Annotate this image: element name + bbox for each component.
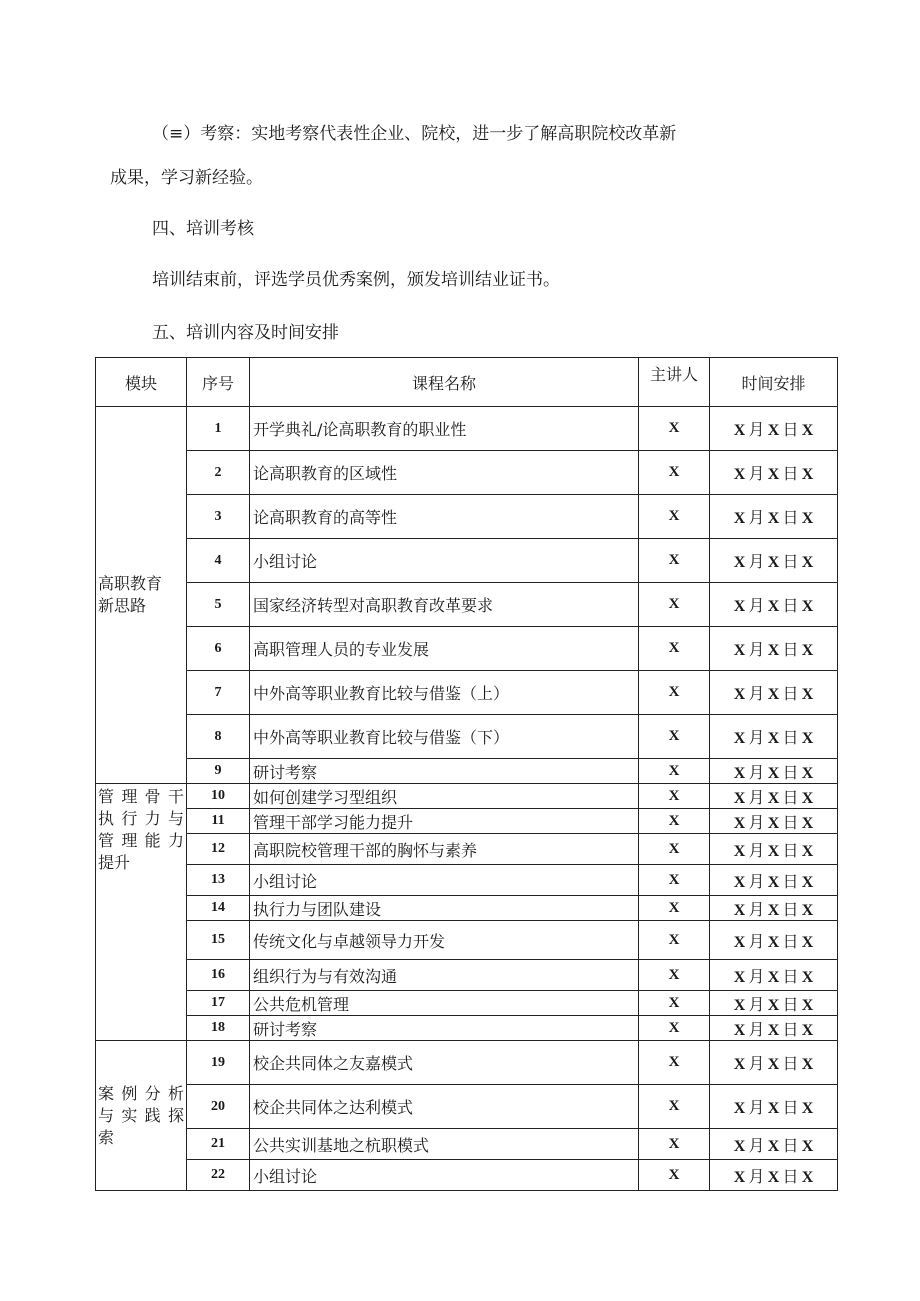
course-cell: 小组讨论 bbox=[250, 865, 639, 896]
time-cell: X 月 X 日 X bbox=[710, 759, 838, 784]
table-row bbox=[96, 834, 838, 865]
table-row bbox=[96, 451, 838, 495]
course-cell: 高职管理人员的专业发展 bbox=[250, 627, 639, 671]
time-cell: X 月 X 日 X bbox=[710, 809, 838, 834]
speaker-cell: X bbox=[639, 921, 710, 960]
table-row bbox=[96, 759, 838, 784]
course-cell: 组织行为与有效沟通 bbox=[250, 960, 639, 991]
header-speaker: 主讲人 bbox=[639, 358, 710, 407]
seq-cell: 11 bbox=[187, 809, 250, 834]
module-line: 管理能力 bbox=[98, 831, 184, 850]
table-row bbox=[96, 495, 838, 539]
table-row bbox=[96, 865, 838, 896]
course-cell: 开学典礼/论高职教育的职业性 bbox=[250, 407, 639, 451]
speaker-cell: X bbox=[639, 759, 710, 784]
course-cell: 公共实训基地之杭职模式 bbox=[250, 1129, 639, 1160]
speaker-cell: X bbox=[639, 1085, 710, 1129]
header-course: 课程名称 bbox=[250, 358, 639, 407]
table-row bbox=[96, 715, 838, 759]
speaker-cell: X bbox=[639, 834, 710, 865]
table-row bbox=[96, 921, 838, 960]
time-cell: X 月 X 日 X bbox=[710, 784, 838, 809]
seq-cell: 18 bbox=[187, 1016, 250, 1041]
course-cell: 管理干部学习能力提升 bbox=[250, 809, 639, 834]
seq-cell: 4 bbox=[187, 539, 250, 583]
module-line: 与实践探 bbox=[98, 1105, 184, 1125]
time-cell: X 月 X 日 X bbox=[710, 1016, 838, 1041]
course-cell: 研讨考察 bbox=[250, 1016, 639, 1041]
module-line: 索 bbox=[98, 1127, 115, 1147]
speaker-cell: X bbox=[639, 960, 710, 991]
seq-cell: 19 bbox=[187, 1041, 250, 1085]
module-line: 高职教育 bbox=[98, 574, 163, 593]
course-cell: 公共危机管理 bbox=[250, 991, 639, 1016]
course-cell: 如何创建学习型组织 bbox=[250, 784, 639, 809]
speaker-cell: X bbox=[639, 583, 710, 627]
table-row bbox=[96, 1041, 838, 1085]
speaker-cell: X bbox=[639, 407, 710, 451]
module-line: 案例分析 bbox=[98, 1083, 184, 1103]
section-heading-assessment: 四、培训考核 bbox=[152, 219, 254, 239]
header-time: 时间安排 bbox=[710, 358, 838, 407]
speaker-cell: X bbox=[639, 784, 710, 809]
seq-cell: 3 bbox=[187, 495, 250, 539]
time-cell: X 月 X 日 X bbox=[710, 715, 838, 759]
time-cell: X 月 X 日 X bbox=[710, 896, 838, 921]
paragraph-assessment: 培训结束前，评选学员优秀案例，颁发培训结业证书。 bbox=[152, 270, 560, 290]
table-row bbox=[96, 1085, 838, 1129]
table-row bbox=[96, 1160, 838, 1191]
table-row bbox=[96, 1129, 838, 1160]
module-cell bbox=[96, 407, 187, 784]
paragraph-line: （≡）考察：实地考察代表性企业、院校，进一步了解高职院校改革新 bbox=[152, 124, 677, 144]
table-row bbox=[96, 1016, 838, 1041]
time-cell: X 月 X 日 X bbox=[710, 627, 838, 671]
course-cell: 小组讨论 bbox=[250, 539, 639, 583]
seq-cell: 13 bbox=[187, 865, 250, 896]
time-cell: X 月 X 日 X bbox=[710, 921, 838, 960]
seq-cell: 2 bbox=[187, 451, 250, 495]
time-cell: X 月 X 日 X bbox=[710, 1129, 838, 1160]
speaker-cell: X bbox=[639, 1129, 710, 1160]
time-cell: X 月 X 日 X bbox=[710, 671, 838, 715]
course-cell: 国家经济转型对高职教育改革要求 bbox=[250, 583, 639, 627]
header-module: 模块 bbox=[96, 358, 187, 407]
course-cell: 执行力与团队建设 bbox=[250, 896, 639, 921]
speaker-cell: X bbox=[639, 1016, 710, 1041]
seq-cell: 14 bbox=[187, 896, 250, 921]
module-cell bbox=[96, 784, 187, 1041]
time-cell: X 月 X 日 X bbox=[710, 583, 838, 627]
speaker-cell: X bbox=[639, 451, 710, 495]
seq-cell: 5 bbox=[187, 583, 250, 627]
table-row bbox=[96, 896, 838, 921]
speaker-cell: X bbox=[639, 1160, 710, 1191]
table-row bbox=[96, 784, 838, 809]
time-cell: X 月 X 日 X bbox=[710, 407, 838, 451]
speaker-cell: X bbox=[639, 809, 710, 834]
table-row bbox=[96, 627, 838, 671]
speaker-cell: X bbox=[639, 991, 710, 1016]
course-cell: 中外高等职业教育比较与借鉴（下） bbox=[250, 715, 639, 759]
table-row bbox=[96, 991, 838, 1016]
time-cell: X 月 X 日 X bbox=[710, 991, 838, 1016]
module-line: 新思路 bbox=[98, 596, 147, 615]
time-cell: X 月 X 日 X bbox=[710, 865, 838, 896]
header-seq: 序号 bbox=[187, 358, 250, 407]
time-cell: X 月 X 日 X bbox=[710, 960, 838, 991]
seq-cell: 21 bbox=[187, 1129, 250, 1160]
seq-cell: 9 bbox=[187, 759, 250, 784]
table-row bbox=[96, 583, 838, 627]
table-row bbox=[96, 539, 838, 583]
seq-cell: 8 bbox=[187, 715, 250, 759]
speaker-cell: X bbox=[639, 1041, 710, 1085]
course-cell: 小组讨论 bbox=[250, 1160, 639, 1191]
speaker-cell: X bbox=[639, 715, 710, 759]
course-cell: 校企共同体之达利模式 bbox=[250, 1085, 639, 1129]
seq-cell: 12 bbox=[187, 834, 250, 865]
seq-cell: 7 bbox=[187, 671, 250, 715]
table-row bbox=[96, 671, 838, 715]
time-cell: X 月 X 日 X bbox=[710, 495, 838, 539]
time-cell: X 月 X 日 X bbox=[710, 1160, 838, 1191]
speaker-cell: X bbox=[639, 865, 710, 896]
seq-cell: 15 bbox=[187, 921, 250, 960]
seq-cell: 1 bbox=[187, 407, 250, 451]
speaker-cell: X bbox=[639, 671, 710, 715]
table-row bbox=[96, 960, 838, 991]
table-row bbox=[96, 407, 838, 451]
course-cell: 论高职教育的高等性 bbox=[250, 495, 639, 539]
time-cell: X 月 X 日 X bbox=[710, 451, 838, 495]
table-row bbox=[96, 809, 838, 834]
paragraph-line: 成果，学习新经验。 bbox=[110, 168, 263, 188]
module-line: 提升 bbox=[98, 853, 131, 872]
seq-cell: 20 bbox=[187, 1085, 250, 1129]
course-cell: 高职院校管理干部的胸怀与素养 bbox=[250, 834, 639, 865]
speaker-cell: X bbox=[639, 495, 710, 539]
course-cell: 研讨考察 bbox=[250, 759, 639, 784]
table-header-row bbox=[96, 358, 838, 407]
seq-cell: 17 bbox=[187, 991, 250, 1016]
module-cell bbox=[96, 1041, 187, 1191]
time-cell: X 月 X 日 X bbox=[710, 1041, 838, 1085]
module-line: 执行力与 bbox=[98, 809, 184, 828]
speaker-cell: X bbox=[639, 896, 710, 921]
module-line: 管理骨干 bbox=[98, 787, 184, 806]
section-heading-schedule: 五、培训内容及时间安排 bbox=[152, 323, 339, 343]
time-cell: X 月 X 日 X bbox=[710, 539, 838, 583]
course-cell: 传统文化与卓越领导力开发 bbox=[250, 921, 639, 960]
seq-cell: 10 bbox=[187, 784, 250, 809]
speaker-cell: X bbox=[639, 539, 710, 583]
course-cell: 论高职教育的区域性 bbox=[250, 451, 639, 495]
time-cell: X 月 X 日 X bbox=[710, 834, 838, 865]
speaker-cell: X bbox=[639, 627, 710, 671]
course-cell: 中外高等职业教育比较与借鉴（上） bbox=[250, 671, 639, 715]
schedule-table bbox=[95, 357, 838, 1191]
seq-cell: 22 bbox=[187, 1160, 250, 1191]
course-cell: 校企共同体之友嘉模式 bbox=[250, 1041, 639, 1085]
seq-cell: 16 bbox=[187, 960, 250, 991]
seq-cell: 6 bbox=[187, 627, 250, 671]
time-cell: X 月 X 日 X bbox=[710, 1085, 838, 1129]
